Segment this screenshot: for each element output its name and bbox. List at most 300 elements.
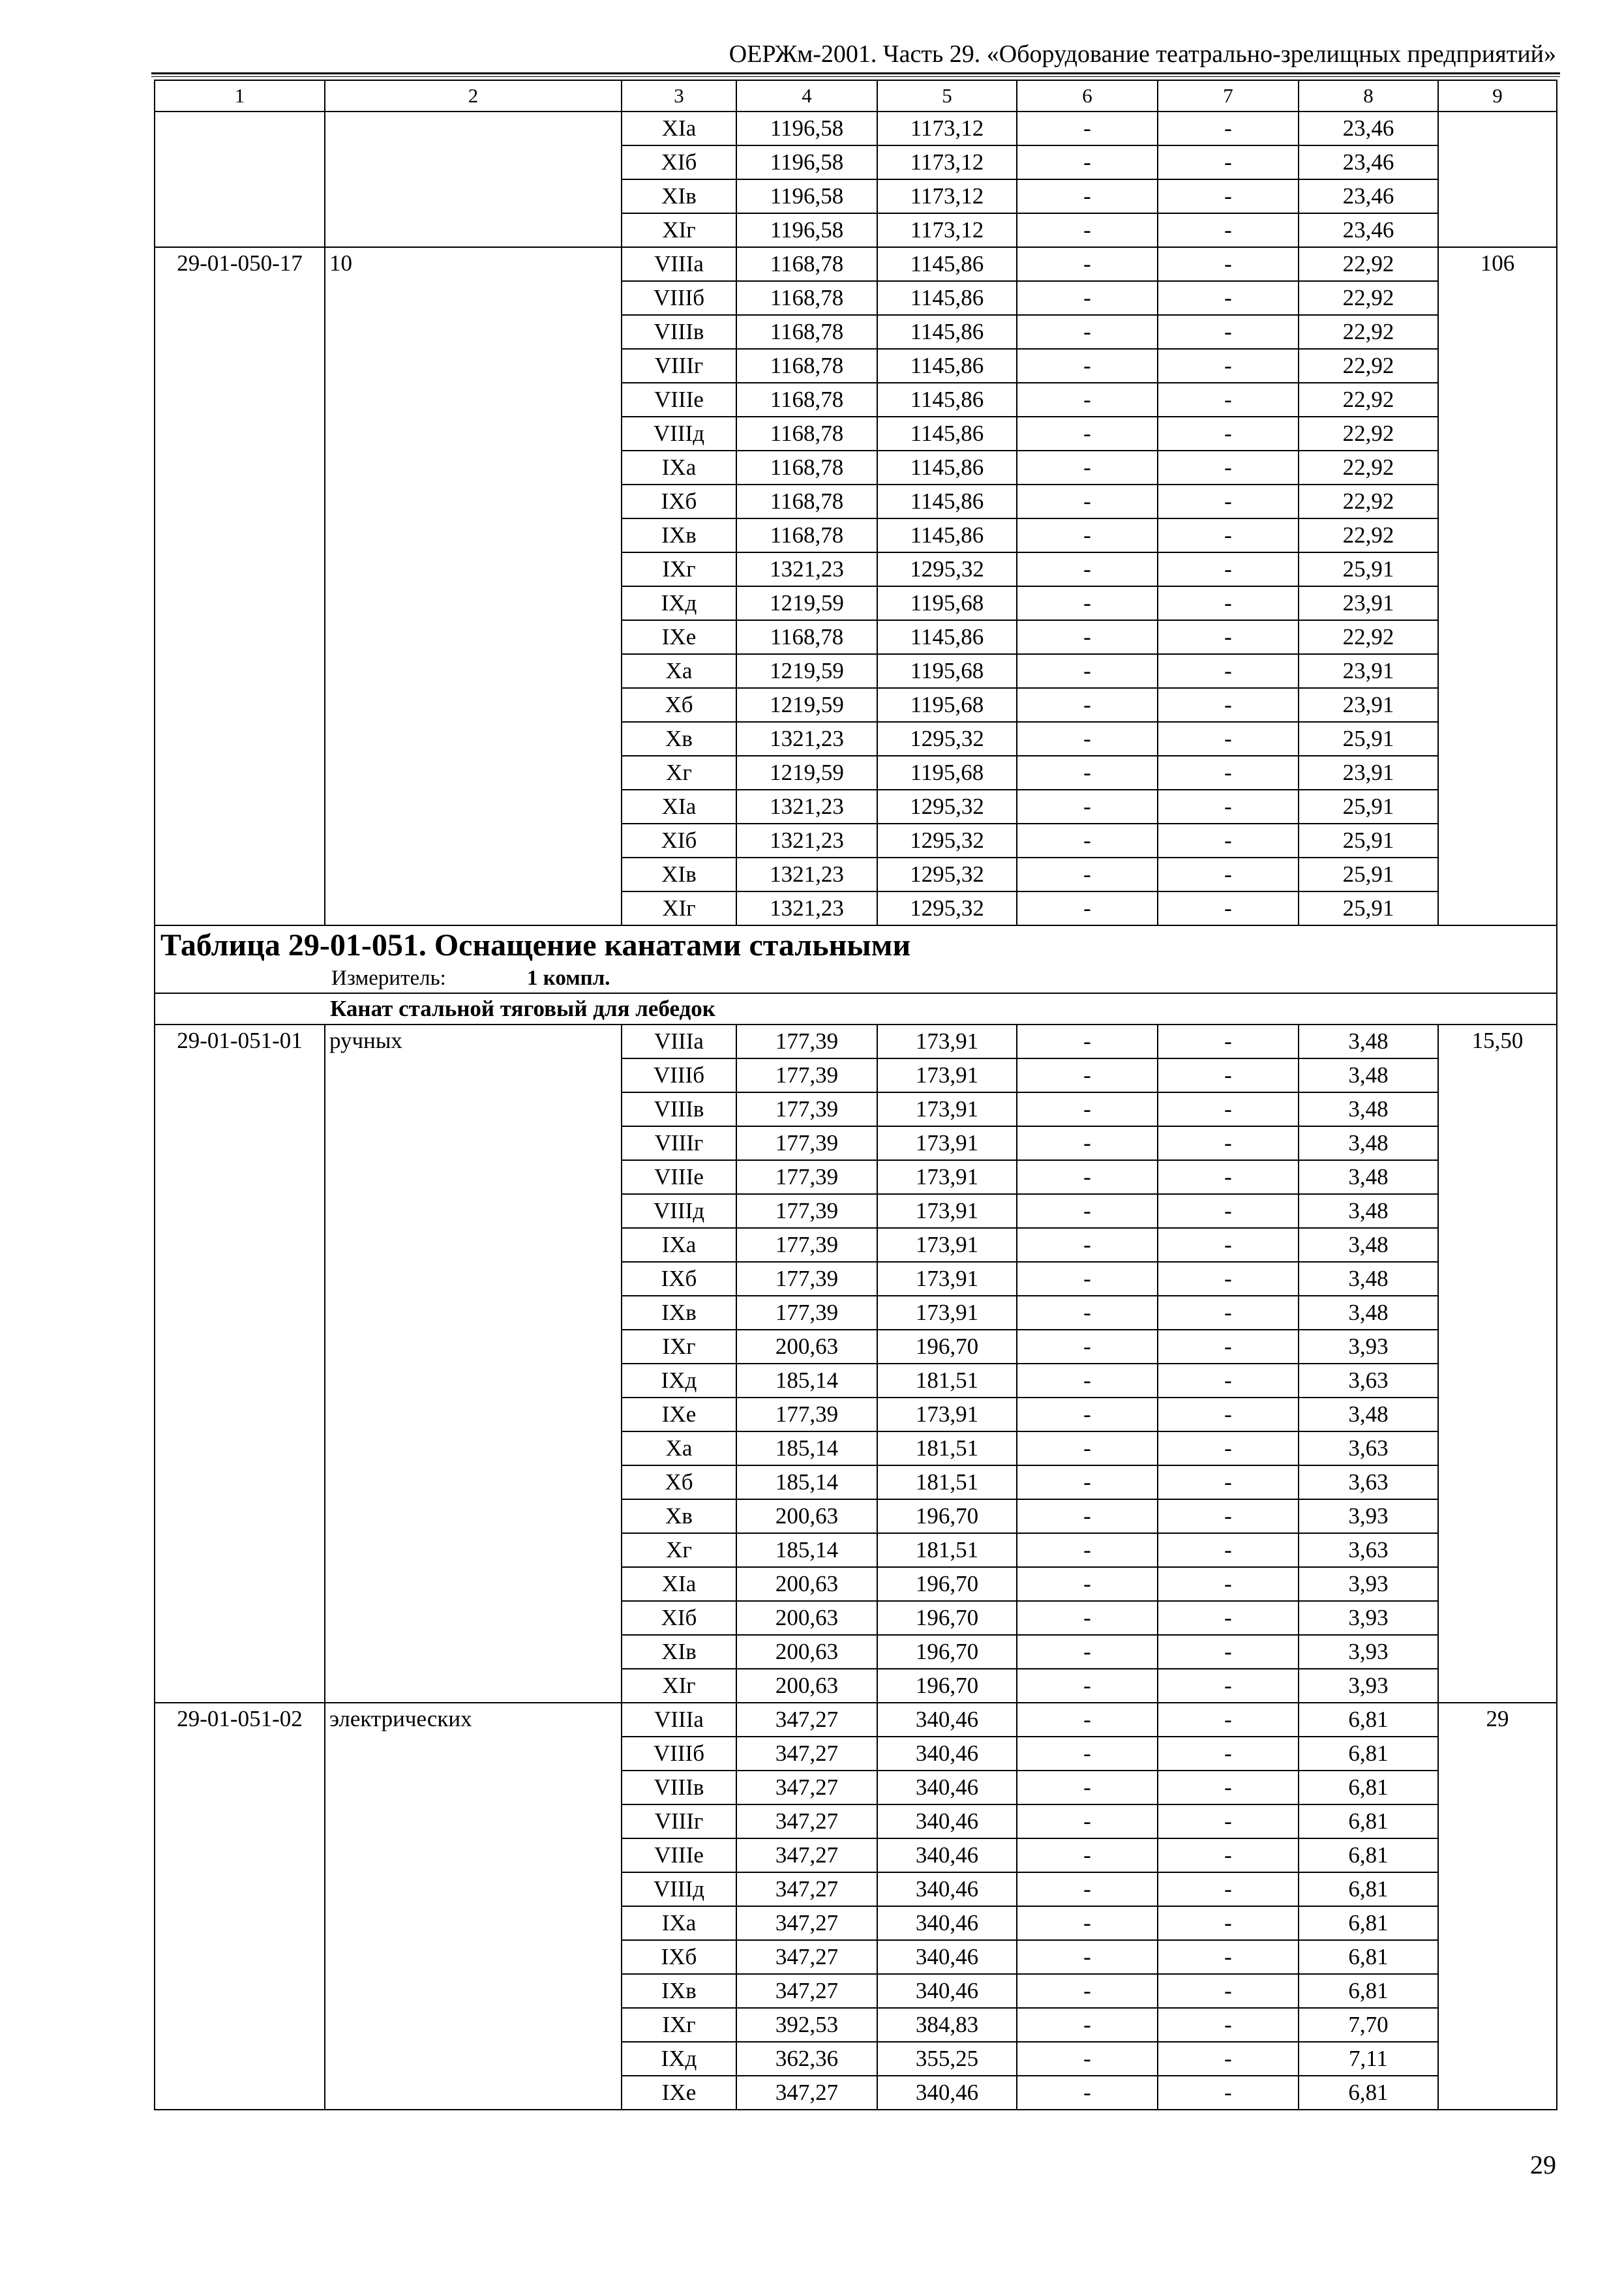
materials-cost-cell: 3,48: [1299, 1126, 1438, 1160]
machine-cost-cell: -: [1017, 1398, 1158, 1431]
price-zone-cell: XIа: [622, 112, 736, 145]
machinist-wages-cell: -: [1158, 1703, 1299, 1737]
direct-cost-cell: 347,27: [736, 1906, 877, 1940]
machinist-wages-cell: -: [1158, 1398, 1299, 1431]
direct-cost-cell: 177,39: [736, 1228, 877, 1262]
wages-cell: 1145,86: [877, 383, 1017, 417]
column-number: 5: [877, 80, 1017, 112]
price-zone-cell: IXг: [622, 2008, 736, 2042]
machine-cost-cell: -: [1017, 1058, 1158, 1092]
wages-cell: 1295,32: [877, 824, 1017, 858]
machinist-wages-cell: -: [1158, 1058, 1299, 1092]
direct-cost-cell: 1168,78: [736, 451, 877, 485]
measure-line: [159, 965, 1552, 993]
price-zone-cell: IXв: [622, 1974, 736, 2008]
price-zone-cell: IXв: [622, 518, 736, 552]
machine-cost-cell: -: [1017, 1296, 1158, 1330]
price-zone-cell: XIб: [622, 145, 736, 179]
machine-cost-cell: -: [1017, 1330, 1158, 1364]
column-number-row: [155, 80, 1557, 112]
wages-cell: 340,46: [877, 1906, 1017, 1940]
machine-cost-cell: -: [1017, 1567, 1158, 1601]
machine-cost-cell: -: [1017, 722, 1158, 756]
price-zone-cell: VIIIе: [622, 383, 736, 417]
column-number: 8: [1299, 80, 1438, 112]
column-number: 2: [325, 80, 622, 112]
wages-cell: 173,91: [877, 1025, 1017, 1058]
price-zone-cell: VIIIд: [622, 1194, 736, 1228]
machine-cost-cell: -: [1017, 1092, 1158, 1126]
price-zone-cell: XIа: [622, 790, 736, 824]
machinist-wages-cell: -: [1158, 722, 1299, 756]
direct-cost-cell: 177,39: [736, 1194, 877, 1228]
price-zone-cell: Xг: [622, 1533, 736, 1567]
price-zone-cell: IXг: [622, 1330, 736, 1364]
price-zone-cell: IXд: [622, 586, 736, 620]
item-mass-cell: 29: [1438, 1703, 1557, 2110]
header-rule: [151, 72, 1560, 74]
wages-cell: 1173,12: [877, 145, 1017, 179]
table-title: Таблица 29-01-051. Оснащение канатами стальными: [160, 928, 911, 963]
wages-cell: 1195,68: [877, 688, 1017, 722]
price-zone-cell: Xв: [622, 1499, 736, 1533]
machine-cost-cell: -: [1017, 213, 1158, 247]
machine-cost-cell: -: [1017, 586, 1158, 620]
wages-cell: 1195,68: [877, 654, 1017, 688]
item-name-cell: 10: [325, 247, 622, 925]
machine-cost-cell: -: [1017, 349, 1158, 383]
machinist-wages-cell: -: [1158, 2008, 1299, 2042]
machine-cost-cell: -: [1017, 1025, 1158, 1058]
machine-cost-cell: -: [1017, 1364, 1158, 1398]
materials-cost-cell: 25,91: [1299, 722, 1438, 756]
wages-cell: 340,46: [877, 1872, 1017, 1906]
direct-cost-cell: 1321,23: [736, 552, 877, 586]
materials-cost-cell: 3,63: [1299, 1364, 1438, 1398]
materials-cost-cell: 22,92: [1299, 417, 1438, 451]
direct-cost-cell: 185,14: [736, 1431, 877, 1465]
direct-cost-cell: 1168,78: [736, 247, 877, 281]
materials-cost-cell: 6,81: [1299, 1872, 1438, 1906]
price-zone-cell: XIг: [622, 213, 736, 247]
price-zone-cell: VIIIд: [622, 417, 736, 451]
machinist-wages-cell: -: [1158, 654, 1299, 688]
materials-cost-cell: 22,92: [1299, 485, 1438, 518]
wages-cell: 173,91: [877, 1262, 1017, 1296]
materials-cost-cell: 7,11: [1299, 2042, 1438, 2076]
materials-cost-cell: 3,93: [1299, 1669, 1438, 1703]
direct-cost-cell: 177,39: [736, 1160, 877, 1194]
direct-cost-cell: 1196,58: [736, 213, 877, 247]
direct-cost-cell: 392,53: [736, 2008, 877, 2042]
machine-cost-cell: -: [1017, 1194, 1158, 1228]
wages-cell: 355,25: [877, 2042, 1017, 2076]
direct-cost-cell: 200,63: [736, 1330, 877, 1364]
direct-cost-cell: 177,39: [736, 1262, 877, 1296]
wages-cell: 1195,68: [877, 586, 1017, 620]
direct-cost-cell: 177,39: [736, 1025, 877, 1058]
rates-table: [154, 80, 1557, 2110]
direct-cost-cell: 1196,58: [736, 112, 877, 145]
materials-cost-cell: 25,91: [1299, 824, 1438, 858]
item-code-cell: 29-01-050-17: [155, 247, 325, 925]
wages-cell: 1145,86: [877, 620, 1017, 654]
machine-cost-cell: -: [1017, 417, 1158, 451]
page-number: 29: [1530, 2150, 1556, 2179]
column-number: 9: [1438, 80, 1557, 112]
price-zone-cell: IXа: [622, 451, 736, 485]
materials-cost-cell: 3,48: [1299, 1228, 1438, 1262]
machine-cost-cell: -: [1017, 1262, 1158, 1296]
machine-cost-cell: -: [1017, 315, 1158, 349]
materials-cost-cell: 3,48: [1299, 1025, 1438, 1058]
direct-cost-cell: 1321,23: [736, 858, 877, 891]
price-zone-cell: Xб: [622, 1465, 736, 1499]
price-zone-cell: Xг: [622, 756, 736, 790]
direct-cost-cell: 1168,78: [736, 620, 877, 654]
materials-cost-cell: 22,92: [1299, 620, 1438, 654]
machinist-wages-cell: -: [1158, 1635, 1299, 1669]
machine-cost-cell: -: [1017, 2042, 1158, 2076]
wages-cell: 340,46: [877, 1737, 1017, 1771]
wages-cell: 181,51: [877, 1533, 1017, 1567]
price-zone-cell: VIIIа: [622, 1703, 736, 1737]
machinist-wages-cell: -: [1158, 790, 1299, 824]
direct-cost-cell: 347,27: [736, 2076, 877, 2110]
machine-cost-cell: -: [1017, 281, 1158, 315]
price-zone-cell: IXе: [622, 1398, 736, 1431]
direct-cost-cell: 177,39: [736, 1126, 877, 1160]
price-zone-cell: XIа: [622, 1567, 736, 1601]
materials-cost-cell: 3,93: [1299, 1499, 1438, 1533]
price-zone-cell: VIIIд: [622, 1872, 736, 1906]
machinist-wages-cell: -: [1158, 1838, 1299, 1872]
machine-cost-cell: -: [1017, 451, 1158, 485]
wages-cell: 173,91: [877, 1398, 1017, 1431]
machinist-wages-cell: -: [1158, 1804, 1299, 1838]
machinist-wages-cell: -: [1158, 1092, 1299, 1126]
materials-cost-cell: 3,93: [1299, 1635, 1438, 1669]
machine-cost-cell: -: [1017, 247, 1158, 281]
direct-cost-cell: 1168,78: [736, 349, 877, 383]
price-zone-cell: VIIIг: [622, 1804, 736, 1838]
wages-cell: 173,91: [877, 1058, 1017, 1092]
machine-cost-cell: -: [1017, 1669, 1158, 1703]
direct-cost-cell: 200,63: [736, 1635, 877, 1669]
materials-cost-cell: 23,91: [1299, 654, 1438, 688]
direct-cost-cell: 1168,78: [736, 383, 877, 417]
wages-cell: 1145,86: [877, 485, 1017, 518]
materials-cost-cell: 22,92: [1299, 315, 1438, 349]
wages-cell: 1173,12: [877, 213, 1017, 247]
price-zone-cell: Xб: [622, 688, 736, 722]
item-mass-cell: 106: [1438, 247, 1557, 925]
machine-cost-cell: -: [1017, 1499, 1158, 1533]
machinist-wages-cell: -: [1158, 1126, 1299, 1160]
column-number: 7: [1158, 80, 1299, 112]
materials-cost-cell: 25,91: [1299, 858, 1438, 891]
direct-cost-cell: 177,39: [736, 1058, 877, 1092]
item-code-cell: 29-01-051-01: [155, 1025, 325, 1703]
price-zone-cell: Xа: [622, 1431, 736, 1465]
machinist-wages-cell: -: [1158, 213, 1299, 247]
materials-cost-cell: 6,81: [1299, 1703, 1438, 1737]
direct-cost-cell: 200,63: [736, 1669, 877, 1703]
machine-cost-cell: -: [1017, 485, 1158, 518]
machine-cost-cell: -: [1017, 1601, 1158, 1635]
machinist-wages-cell: -: [1158, 281, 1299, 315]
price-zone-cell: IXб: [622, 1940, 736, 1974]
wages-cell: 196,70: [877, 1330, 1017, 1364]
materials-cost-cell: 3,48: [1299, 1296, 1438, 1330]
direct-cost-cell: 1321,23: [736, 790, 877, 824]
machine-cost-cell: -: [1017, 620, 1158, 654]
price-zone-cell: VIIIе: [622, 1160, 736, 1194]
wages-cell: 1295,32: [877, 790, 1017, 824]
wages-cell: 1145,86: [877, 247, 1017, 281]
machine-cost-cell: -: [1017, 1906, 1158, 1940]
materials-cost-cell: 3,48: [1299, 1160, 1438, 1194]
wages-cell: 1295,32: [877, 858, 1017, 891]
price-zone-cell: IXб: [622, 1262, 736, 1296]
machinist-wages-cell: -: [1158, 1533, 1299, 1567]
direct-cost-cell: 1219,59: [736, 654, 877, 688]
direct-cost-cell: 347,27: [736, 1703, 877, 1737]
materials-cost-cell: 3,63: [1299, 1465, 1438, 1499]
price-zone-cell: VIIIв: [622, 1092, 736, 1126]
table-row: [155, 1025, 1557, 1058]
direct-cost-cell: 1219,59: [736, 688, 877, 722]
machine-cost-cell: -: [1017, 1160, 1158, 1194]
machinist-wages-cell: -: [1158, 247, 1299, 281]
price-zone-cell: VIIIа: [622, 247, 736, 281]
price-zone-cell: VIIIг: [622, 1126, 736, 1160]
direct-cost-cell: 347,27: [736, 1737, 877, 1771]
wages-cell: 340,46: [877, 1771, 1017, 1804]
item-name-cell: электрических: [325, 1703, 622, 2110]
machine-cost-cell: -: [1017, 1804, 1158, 1838]
machinist-wages-cell: -: [1158, 2042, 1299, 2076]
price-zone-cell: XIб: [622, 824, 736, 858]
machine-cost-cell: -: [1017, 518, 1158, 552]
direct-cost-cell: 347,27: [736, 1872, 877, 1906]
table-row: [155, 112, 1557, 145]
direct-cost-cell: 1168,78: [736, 281, 877, 315]
materials-cost-cell: 22,92: [1299, 383, 1438, 417]
materials-cost-cell: 25,91: [1299, 552, 1438, 586]
price-zone-cell: IXа: [622, 1228, 736, 1262]
running-header: ОЕРЖм-2001. Часть 29. «Оборудование театрально-зрелищных предприятий»: [729, 40, 1556, 68]
table-row: [155, 247, 1557, 281]
direct-cost-cell: 1321,23: [736, 722, 877, 756]
materials-cost-cell: 3,48: [1299, 1398, 1438, 1431]
machinist-wages-cell: -: [1158, 485, 1299, 518]
wages-cell: 1145,86: [877, 315, 1017, 349]
direct-cost-cell: 347,27: [736, 1804, 877, 1838]
machine-cost-cell: -: [1017, 688, 1158, 722]
wages-cell: 1195,68: [877, 756, 1017, 790]
price-zone-cell: XIг: [622, 891, 736, 925]
direct-cost-cell: 347,27: [736, 1974, 877, 2008]
price-zone-cell: VIIIв: [622, 1771, 736, 1804]
wages-cell: 340,46: [877, 1703, 1017, 1737]
price-zone-cell: IXг: [622, 552, 736, 586]
machinist-wages-cell: -: [1158, 688, 1299, 722]
direct-cost-cell: 1168,78: [736, 485, 877, 518]
machinist-wages-cell: -: [1158, 451, 1299, 485]
materials-cost-cell: 3,48: [1299, 1092, 1438, 1126]
price-zone-cell: XIб: [622, 1601, 736, 1635]
wages-cell: 340,46: [877, 1838, 1017, 1872]
materials-cost-cell: 6,81: [1299, 1771, 1438, 1804]
table-title-row: [155, 925, 1557, 993]
price-zone-cell: VIIIб: [622, 1737, 736, 1771]
materials-cost-cell: 3,48: [1299, 1058, 1438, 1092]
materials-cost-cell: 3,48: [1299, 1194, 1438, 1228]
machinist-wages-cell: -: [1158, 1296, 1299, 1330]
wages-cell: 1295,32: [877, 722, 1017, 756]
machinist-wages-cell: -: [1158, 1906, 1299, 1940]
direct-cost-cell: 347,27: [736, 1838, 877, 1872]
materials-cost-cell: 22,92: [1299, 451, 1438, 485]
item-mass-cell: [1438, 112, 1557, 247]
machine-cost-cell: -: [1017, 1465, 1158, 1499]
machine-cost-cell: -: [1017, 383, 1158, 417]
machinist-wages-cell: -: [1158, 1228, 1299, 1262]
wages-cell: 340,46: [877, 2076, 1017, 2110]
header-rule-thin: [151, 76, 1560, 77]
direct-cost-cell: 1168,78: [736, 417, 877, 451]
machine-cost-cell: -: [1017, 1940, 1158, 1974]
machine-cost-cell: -: [1017, 145, 1158, 179]
wages-cell: 173,91: [877, 1296, 1017, 1330]
machinist-wages-cell: -: [1158, 2076, 1299, 2110]
direct-cost-cell: 1168,78: [736, 315, 877, 349]
machine-cost-cell: -: [1017, 1126, 1158, 1160]
materials-cost-cell: 23,46: [1299, 145, 1438, 179]
measure-value: 1 компл.: [527, 966, 610, 990]
machinist-wages-cell: -: [1158, 1025, 1299, 1058]
group-caption-row: [155, 993, 1557, 1025]
wages-cell: 1295,32: [877, 552, 1017, 586]
wages-cell: 196,70: [877, 1499, 1017, 1533]
price-zone-cell: VIIIв: [622, 315, 736, 349]
wages-cell: 181,51: [877, 1431, 1017, 1465]
materials-cost-cell: 22,92: [1299, 247, 1438, 281]
wages-cell: 384,83: [877, 2008, 1017, 2042]
machine-cost-cell: -: [1017, 858, 1158, 891]
machinist-wages-cell: -: [1158, 1872, 1299, 1906]
materials-cost-cell: 6,81: [1299, 1838, 1438, 1872]
wages-cell: 196,70: [877, 1669, 1017, 1703]
materials-cost-cell: 23,91: [1299, 756, 1438, 790]
wages-cell: 181,51: [877, 1364, 1017, 1398]
machinist-wages-cell: -: [1158, 518, 1299, 552]
direct-cost-cell: 1321,23: [736, 824, 877, 858]
machinist-wages-cell: -: [1158, 417, 1299, 451]
machinist-wages-cell: -: [1158, 1330, 1299, 1364]
machine-cost-cell: -: [1017, 2008, 1158, 2042]
machinist-wages-cell: -: [1158, 145, 1299, 179]
direct-cost-cell: 1168,78: [736, 518, 877, 552]
materials-cost-cell: 25,91: [1299, 790, 1438, 824]
direct-cost-cell: 200,63: [736, 1567, 877, 1601]
price-zone-cell: IXа: [622, 1906, 736, 1940]
machinist-wages-cell: -: [1158, 1194, 1299, 1228]
group-caption: Канат стальной тяговый для лебедок: [155, 993, 1557, 1025]
direct-cost-cell: 177,39: [736, 1092, 877, 1126]
machine-cost-cell: -: [1017, 1533, 1158, 1567]
machinist-wages-cell: -: [1158, 586, 1299, 620]
materials-cost-cell: 25,91: [1299, 891, 1438, 925]
item-mass-cell: 15,50: [1438, 1025, 1557, 1703]
materials-cost-cell: 23,91: [1299, 586, 1438, 620]
machinist-wages-cell: -: [1158, 1465, 1299, 1499]
price-zone-cell: VIIIб: [622, 281, 736, 315]
machine-cost-cell: -: [1017, 654, 1158, 688]
machinist-wages-cell: -: [1158, 112, 1299, 145]
direct-cost-cell: 1219,59: [736, 586, 877, 620]
materials-cost-cell: 23,46: [1299, 112, 1438, 145]
wages-cell: 173,91: [877, 1092, 1017, 1126]
machinist-wages-cell: -: [1158, 315, 1299, 349]
machinist-wages-cell: -: [1158, 1499, 1299, 1533]
price-zone-cell: Xв: [622, 722, 736, 756]
materials-cost-cell: 23,91: [1299, 688, 1438, 722]
materials-cost-cell: 23,46: [1299, 213, 1438, 247]
wages-cell: 196,70: [877, 1601, 1017, 1635]
machine-cost-cell: -: [1017, 1635, 1158, 1669]
machine-cost-cell: -: [1017, 2076, 1158, 2110]
machine-cost-cell: -: [1017, 179, 1158, 213]
machinist-wages-cell: -: [1158, 1974, 1299, 2008]
machine-cost-cell: -: [1017, 112, 1158, 145]
direct-cost-cell: 1219,59: [736, 756, 877, 790]
machinist-wages-cell: -: [1158, 1771, 1299, 1804]
machine-cost-cell: -: [1017, 1771, 1158, 1804]
materials-cost-cell: 6,81: [1299, 1974, 1438, 2008]
materials-cost-cell: 6,81: [1299, 1737, 1438, 1771]
wages-cell: 1145,86: [877, 417, 1017, 451]
direct-cost-cell: 1196,58: [736, 179, 877, 213]
machinist-wages-cell: -: [1158, 383, 1299, 417]
wages-cell: 1145,86: [877, 281, 1017, 315]
machinist-wages-cell: -: [1158, 552, 1299, 586]
price-zone-cell: IXе: [622, 2076, 736, 2110]
machine-cost-cell: -: [1017, 552, 1158, 586]
machine-cost-cell: -: [1017, 891, 1158, 925]
machinist-wages-cell: -: [1158, 1601, 1299, 1635]
machinist-wages-cell: -: [1158, 1737, 1299, 1771]
machinist-wages-cell: -: [1158, 824, 1299, 858]
machine-cost-cell: -: [1017, 1431, 1158, 1465]
machine-cost-cell: -: [1017, 1838, 1158, 1872]
machinist-wages-cell: -: [1158, 1669, 1299, 1703]
wages-cell: 1295,32: [877, 891, 1017, 925]
materials-cost-cell: 22,92: [1299, 349, 1438, 383]
direct-cost-cell: 200,63: [736, 1499, 877, 1533]
machinist-wages-cell: -: [1158, 1431, 1299, 1465]
direct-cost-cell: 347,27: [736, 1940, 877, 1974]
machinist-wages-cell: -: [1158, 179, 1299, 213]
machine-cost-cell: -: [1017, 824, 1158, 858]
wages-cell: 181,51: [877, 1465, 1017, 1499]
machinist-wages-cell: -: [1158, 1160, 1299, 1194]
price-zone-cell: XIв: [622, 858, 736, 891]
materials-cost-cell: 23,46: [1299, 179, 1438, 213]
direct-cost-cell: 177,39: [736, 1398, 877, 1431]
wages-cell: 173,91: [877, 1228, 1017, 1262]
